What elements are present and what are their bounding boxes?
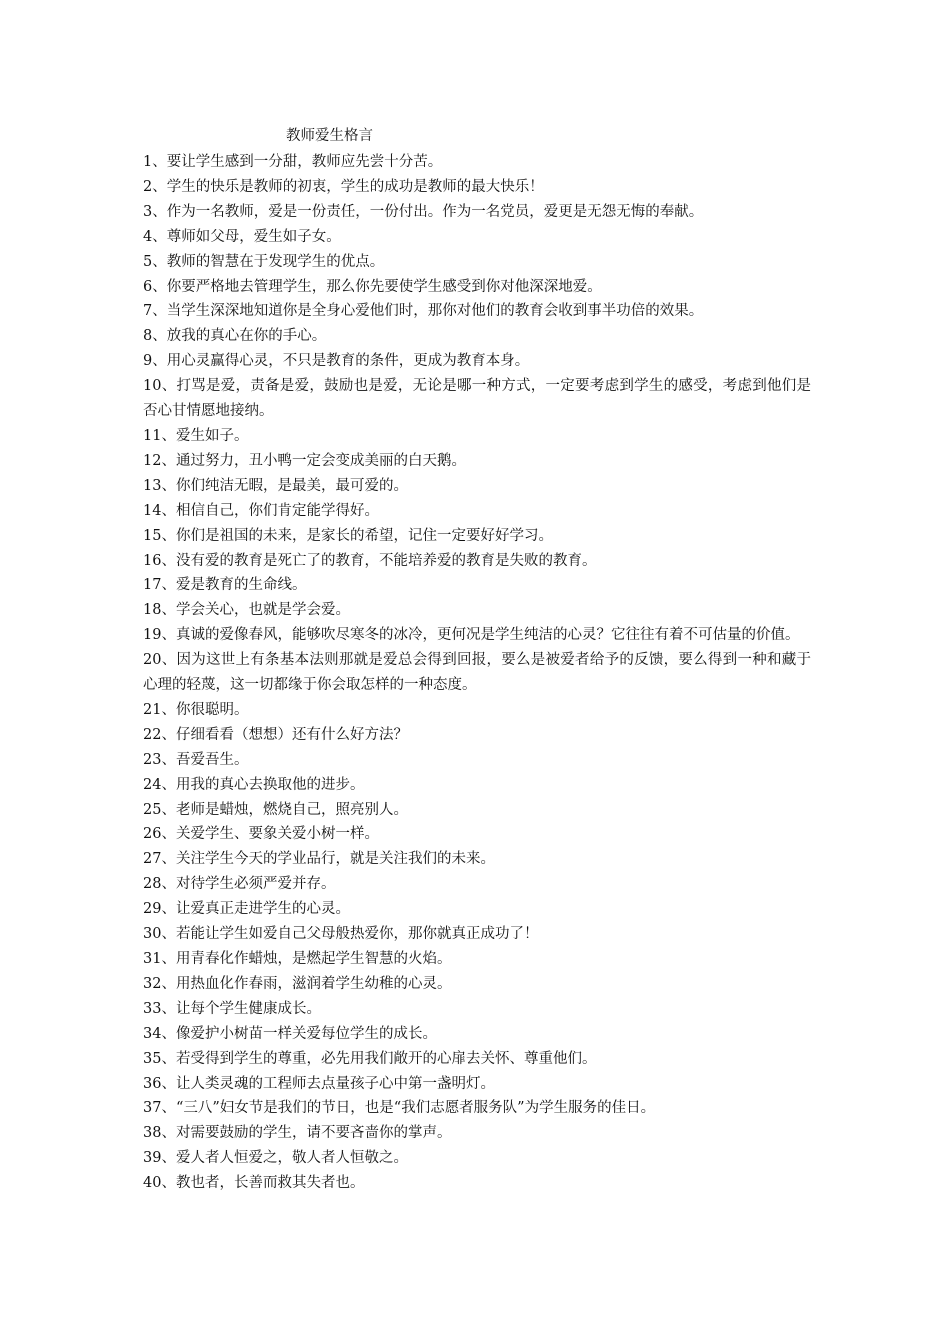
list-item: 23、吾爱吾生。 (143, 751, 249, 768)
list-item: 24、用我的真心去换取他的进步。 (143, 776, 365, 793)
document-title: 教师爱生格言 (286, 128, 373, 144)
list-item: 31、用青春化作蜡烛，是燃起学生智慧的火焰。 (143, 951, 452, 967)
list-item: 16、没有爱的教育是死亡了的教育，不能培养爱的教育是失败的教育。 (143, 552, 597, 569)
list-item: 39、爱人者人恒爱之，敬人者人恒敬之。 (143, 1150, 408, 1167)
list-item: 36、让人类灵魂的工程师去点量孩子心中第一盏明灯。 (143, 1075, 495, 1092)
maxim-list (143, 150, 811, 1196)
list-item: 29、让爱真正走进学生的心灵。 (143, 901, 350, 918)
list-item: 9、用心灵赢得心灵，不只是教育的条件，更成为教育本身。 (143, 353, 530, 370)
list-item: 28、对待学生必须严爱并存。 (143, 876, 336, 893)
list-item: 4、尊师如父母，爱生如子女。 (143, 228, 341, 245)
list-item: 12、通过努力，丑小鸭一定会变成美丽的白天鹅。 (143, 452, 466, 469)
list-item: 22、仔细看看（想想）还有什么好方法？ (143, 726, 408, 743)
list-item: 38、对需要鼓励的学生，请不要吝啬你的掌声。 (143, 1125, 452, 1142)
list-item: 11、爱生如子。 (143, 427, 249, 444)
list-item: 3、作为一名教师，爱是一份责任，一份付出。作为一名党员，爱更是无怨无悔的奉献。 (143, 203, 704, 220)
list-item: 35、若受得到学生的尊重，必先用我们敞开的心扉去关怀、尊重他们。 (143, 1050, 597, 1067)
list-item: 2、学生的快乐是教师的初衷，学生的成功是教师的最大快乐！ (143, 178, 544, 195)
list-item: 26、关爱学生、要象关爱小树一样。 (143, 826, 379, 843)
list-item: 1、要让学生感到一分甜，教师应先尝十分苦。 (143, 154, 443, 170)
list-item: 19、真诚的爱像春风，能够吹尽寒冬的冰冷，更何况是学生纯洁的心灵？它往往有着不可估量的价值。 (143, 627, 800, 644)
list-item: 27、关注学生今天的学业品行，就是关注我们的未来。 (143, 851, 495, 868)
list-item: 40、教也者，长善而救其失者也。 (143, 1175, 365, 1192)
list-item: 18、学会关心，也就是学会爱。 (143, 602, 350, 619)
list-item: 8、放我的真心在你的手心。 (143, 328, 327, 345)
list-item: 17、爱是教育的生命线。 (143, 577, 307, 594)
list-item: 25、老师是蜡烛，燃烧自己，照亮别人。 (143, 801, 408, 818)
list-item: 34、像爱护小树苗一样关爱每位学生的成长。 (143, 1025, 437, 1042)
list-item: 6、你要严格地去管理学生，那么你先要使学生感受到你对他深深地爱。 (143, 278, 602, 295)
list-item: 21、你很聪明。 (143, 701, 249, 718)
list-item: 32、用热血化作春雨，滋润着学生幼稚的心灵。 (143, 975, 452, 992)
list-item: 15、你们是祖国的未来，是家长的希望，记住一定要好好学习。 (143, 527, 553, 544)
list-item: 30、若能让学生如爱自己父母般热爱你，那你就真正成功了！ (143, 926, 539, 943)
list-item: 5、教师的智慧在于发现学生的优点。 (143, 253, 385, 270)
list-item: 7、当学生深深地知道你是全身心爱他们时，那你对他们的教育会收到事半功倍的效果。 (143, 303, 704, 320)
list-item: 37、“三八”妇女节是我们的节日，也是“我们志愿者服务队”为学生服务的佳日。 (143, 1100, 656, 1117)
list-item: 10、打骂是爱，责备是爱，鼓励也是爱，无论是哪一种方式，一定要考虑到学生的感受，考虑到他们是否心甘情愿地接纳。 (143, 378, 811, 420)
list-item: 20、因为这世上有条基本法则那就是爱总会得到回报，要么是被爱者给予的反馈，要么得到一种和藏于心理的轻蔑，这一切都缘于你会取怎样的一种态度。 (143, 652, 811, 694)
list-item: 33、让每个学生健康成长。 (143, 1000, 321, 1017)
list-item: 13、你们纯洁无暇，是最美，最可爱的。 (143, 477, 408, 494)
list-item: 14、相信自己，你们肯定能学得好。 (143, 502, 379, 519)
